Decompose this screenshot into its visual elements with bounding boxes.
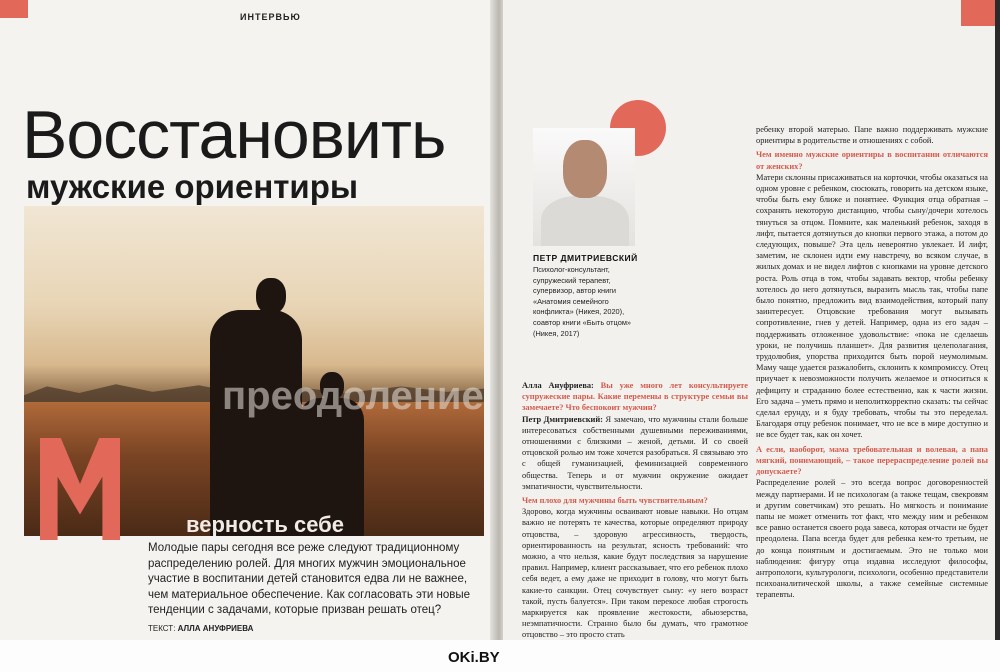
answer-1 bbox=[522, 414, 748, 492]
question-3: Чем именно мужские ориентиры в воспитании отличаются от женских? bbox=[756, 150, 988, 171]
father-head bbox=[256, 278, 286, 314]
question-1 bbox=[522, 380, 748, 414]
site-watermark: OKi.BY bbox=[448, 649, 500, 666]
byline-label: ТЕКСТ: bbox=[148, 624, 176, 633]
overlay-word-top: преодоление bbox=[222, 374, 484, 418]
answer-2: Здорово, когда мужчины осваивают новые навыки. Но отцам важно не потерять те качества, которые определяют природу отцовства, – здоровую агрессивность, твердость, ориентированность на результат, ясность требований: что можно, а что нельзя, какие будут последствия за нарушение правил. Например, клиент рассказывает, что его ребенок плохо себя ведет, а ему даже не приходит в голову, что могут быть какие-то санкции. Отец сочувствует сыну: «у него возраст такой, пусть балуется». При таком перекосе любая строгость маркируется как проявление жестокости, абьюзерства, неэмпатичности. Странно было бы думать, что грамотное отцовство – это просто стать bbox=[522, 507, 748, 640]
overlay-word-bottom: верность себе bbox=[186, 512, 344, 536]
headline-line-2: мужские ориентиры bbox=[26, 168, 359, 205]
text-column-2 bbox=[756, 124, 988, 640]
expert-portrait bbox=[533, 128, 635, 246]
lead-paragraph: Молодые пары сегодня все реже следуют традиционному распределению ролей. Для многих мужчин эмоциональное участие в воспитании детей становится едва ли не важнее, чем материальное обеспечение. Как согласовать эти новые тенденции с задачами, которые призван решать отец? bbox=[148, 542, 471, 617]
expert-speaker: Петр Дмитриевский: bbox=[522, 414, 603, 424]
expert-name: ПЕТР ДМИТРИЕВСКИЙ bbox=[533, 253, 638, 263]
question-4: А если, наоборот, мама требовательная и волевая, а папа мягкий, понимающий, – такое перераспределение ролей вы допускаете? bbox=[756, 444, 988, 477]
corner-tab-right bbox=[961, 0, 995, 26]
column-2-intro: ребенку второй матерью. Папе важно поддерживать мужские ориентиры в родительстве и отношениях с собой. bbox=[756, 125, 988, 146]
corner-tab bbox=[0, 0, 28, 18]
answer-4: Распределение ролей – это всегда вопрос договоренностей между партнерами. И не психологам (а также тещам, свекровям и другим советчикам) это решать. Но мягкость и понимание папы не может отменить тот факт, что между ним и ребенком все равно останется своего рода завеса, которая отчасти не будет преодолена. Папа всегда будет для ребенка кем-то третьим, не до конца понятным и достигаемым. Это не только мои наблюдения: фигуру отца издавна исследуют философы, антропологи, культурологи, психологи, особенно представители психоаналитической школы, а также семейные системные терапевты. bbox=[756, 478, 988, 600]
question-1-text: Вы уже много лет консультируете супружеские пары. Какие перемены в структуре семьи вы замечаете? Что беспокоит мужчин? bbox=[522, 381, 748, 413]
byline bbox=[148, 624, 253, 633]
question-2: Чем плохо для мужчины быть чувствительным? bbox=[522, 496, 708, 506]
portrait-head bbox=[563, 140, 607, 198]
expert-bio: Психолог-консультант, супружеский терапевт, супервизор, автор книги «Анатомия семейного конфликта» (Никея, 2020), соавтор книги «Быть отцом» (Никея, 2017) bbox=[533, 265, 632, 338]
watermark-bar bbox=[0, 640, 1000, 672]
byline-name: АЛЛА АНУФРИЕВА bbox=[177, 624, 254, 633]
portrait-body bbox=[541, 196, 629, 246]
interviewer-name: Алла Ануфриева: bbox=[522, 381, 594, 390]
answer-1-text: Я замечаю, что мужчины стали больше интересоваться собственными душевными переживаниями, отношениями с близкими – женой, детьми. И со своей отцовской ролью им тоже хочется разобраться. Я связываю это с общей гуманизацией, феминизацией современного общества. Теперь и от мужчин окружение ожидает эмпатичности, чувствительности. bbox=[522, 414, 748, 491]
answer-3: Матери склонны присаживаться на корточки, чтобы оказаться на одном уровне с ребенком, сюсюкать, говорить на детском языке, чтобы быть ему ближе и понятнее. Функция отца обратная – сохранять некоторую дистанцию, чтобы сыну/дочери хотелось тянуться за отцом. Помните, как маленький ребенок, заходя в лифт, пытается дотянуться до кнопки первого этажа, а потом до следующих, повыше? Эта цель невероятно увлекает. И лифт, заметим, не склонен идти ему навстречу, во всяком случае, в жилых домах и не видел лифтов с кнопками на уровне детского роста. Роль отца в том, чтобы задавать вектор, чтобы ребенку хотелось до него дотянуться, выразить мысль так, чтобы папе было понятно, предложить вид взаимодействия, который папу заинтересует. Отцовские требования могут вызывать сопротивление, гнев у детей. Например, одна из его задач – поддерживать отложенное удовольствие: «пока не сделаешь уроки, не получишь планшет». Для развития целеполагания, трудолюбия, упорства приходится быть порой неумолимым. Маму чаще удается разжалобить, склонить к компромиссу. Отец приучает к невозможности получить желаемое и относиться к дефициту и страданию более естественно, как к части жизни. Его задача – уметь прямо и неполиткорректно сказать: ты сейчас сделал ерунду, и я буду требовать, чтобы ты это переделал. Благодаря отцу ребенок понимает, что не все в мире доступно и не все будет так, как он хочет. bbox=[756, 172, 988, 440]
section-label: ИНТЕРВЬЮ bbox=[240, 12, 301, 22]
text-column-1 bbox=[522, 380, 748, 642]
headline-line-1: Восстановить bbox=[22, 97, 446, 173]
left-page bbox=[0, 0, 497, 640]
father-silhouette bbox=[210, 310, 302, 536]
